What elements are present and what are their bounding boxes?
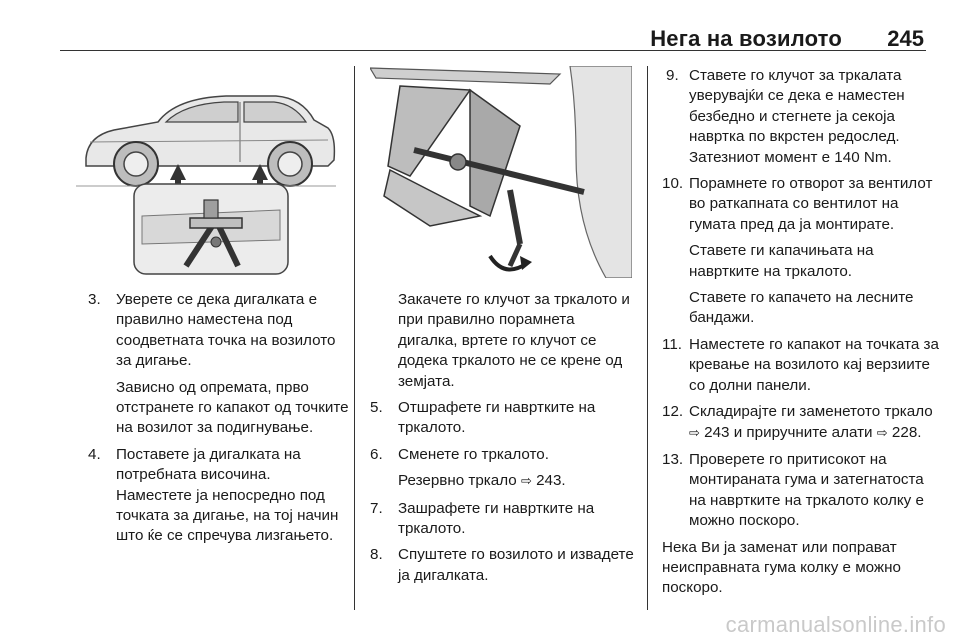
step-number: 5. [370,399,383,417]
step-text: Порамнете го отворот за вентилот во раткапната со вентилот на гумата пред да ја монтирате. [689,175,933,233]
car-jacking-points-illustration [66,70,342,280]
step-number: 8. [370,546,383,564]
step-number: 3. [88,291,101,308]
instruction-step-13 [662,450,942,532]
step-number: 12. [662,403,684,421]
spare-wheel-reference [398,471,636,492]
step-number: 7. [370,499,383,517]
instruction-step-8 [370,545,636,586]
reference-page[interactable]: 243. [536,472,566,490]
column-divider-left [354,66,355,610]
instruction-step-12 [662,402,942,444]
instruction-step-3 [88,290,350,372]
instruction-step-6 [370,445,636,465]
step-text: Наместете го капакот на точката за кревање на возилото кај верзиите со долни панели. [689,335,939,394]
page-reference-icon: ⇨ [876,425,888,441]
jack-lifting-instruction: Закачете го клучот за тркалото и при правилно порамнета дигалка, вртете го клучот се додека тркалото не се крене од земјата. [398,291,630,390]
instruction-step-9 [662,66,942,168]
scissor-jack-illustration [370,66,632,278]
step-text: Ставете го клучот за тркалата уверувајќи се дека е наместен безбедно и стегнете ја секоја навртка по вкрстен редослед. Затезниот момент е 140 Nm. [689,67,905,166]
page-header-title: Нега на возилото [650,26,842,51]
reference-text: Резервно тркало [398,472,517,490]
text-column-3 [662,66,942,599]
step-text [689,402,942,444]
step-text: Зашрафете ги навртките на тркалото. [398,499,595,538]
step-number: 9. [666,67,679,84]
step-text-part: Складирајте ги заменетото тркало [689,403,933,421]
page-reference-icon: ⇨ [520,474,532,490]
step-number: 10. [662,175,684,193]
step-number: 13. [662,450,684,468]
column-divider-right [647,66,648,610]
step-note: Ставете го капачето на лесните бандажи. [689,289,914,327]
watermark: carmanualsonline.info [725,612,946,637]
header-rule [60,50,926,51]
page-number: 245 [887,26,924,51]
reference-page[interactable]: 243 [704,423,730,441]
step-text: Проверете го притисокот на монтираната гума и затегнатоста на навртките на тркалото колку е можно поскоро. [689,450,924,530]
instruction-step-7 [370,499,636,540]
step-note: Зависно од опремата, прво отстранете го капакот од точките на возилот за подигнување. [116,378,349,437]
step-text: Спуштете го возилото и извадете ја дигалката. [398,546,634,584]
step-number: 6. [370,445,383,463]
reference-page[interactable]: 228. [891,423,922,441]
step-text: Уверете се дека дигалката е правилно наместена под соодветната точка на возилото за дигање. [116,291,336,370]
page-reference-icon: ⇨ [689,425,700,441]
text-column-2 [370,290,636,586]
instruction-step-5 [370,398,636,439]
closing-note: Нека Ви ја заменат или поправат неисправната гума колку е можно поскоро. [662,538,901,597]
step-text: Поставете ја дигалката на потребната височина. Наместете ја непосредно под точката за дигање, на тој начин што ќе се спречува лизгањето. [116,445,339,545]
instruction-step-10 [662,174,942,235]
step-text-part: и приручните алати [733,423,873,441]
step-text: Сменете го тркалото. [398,445,549,463]
step-text: Отшрафете ги навртките на тркалото. [398,399,596,437]
instruction-step-11 [662,335,942,396]
step-note: Ставете ги капачињата на навртките на тркалото. [689,242,874,280]
instruction-step-4 [88,445,350,547]
text-column-1 [88,290,350,547]
step-number: 4. [88,445,101,463]
step-number: 11. [662,335,682,353]
